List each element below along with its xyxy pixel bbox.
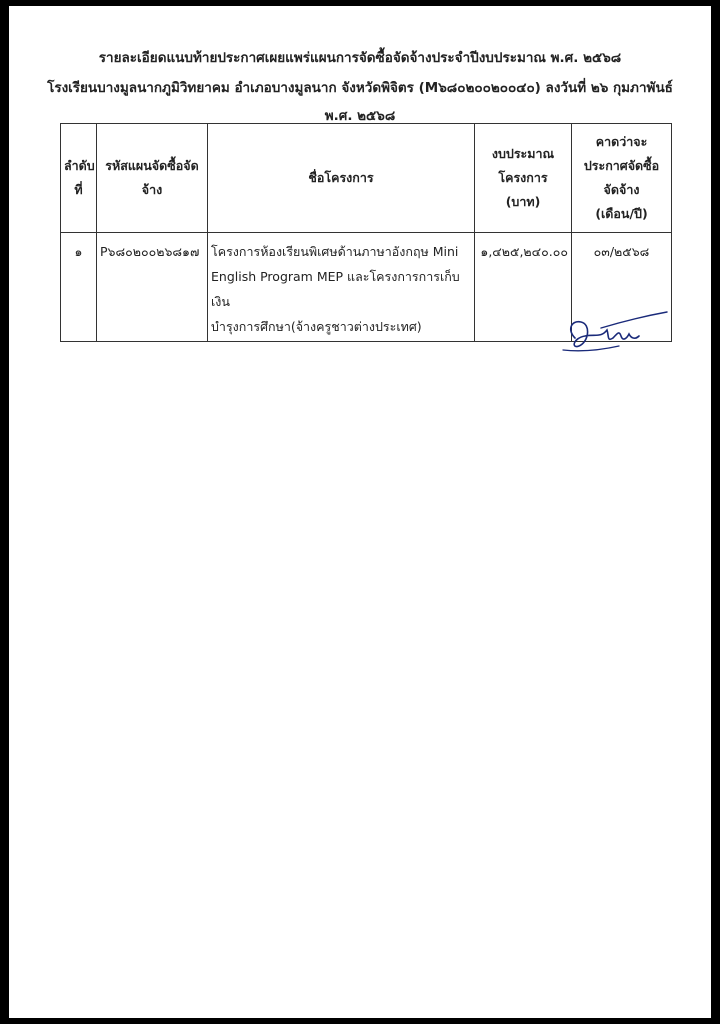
header-code-line: รหัสแผนจัดซื้อจัด: [105, 158, 199, 173]
document-page: [9, 6, 711, 1018]
header-seq-line: ที่: [74, 182, 83, 197]
header-seq: [61, 124, 97, 233]
header-budget-line: (บาท): [505, 194, 541, 209]
cell-plan-code: P๖๘๐๒๐๐๒๖๘๑๗: [97, 233, 208, 342]
header-month-line: คาดว่าจะ: [595, 134, 648, 149]
project-name-line: English Program MEP และโครงการการเก็บเงิน: [211, 269, 460, 309]
signature-mark-icon: [561, 308, 671, 356]
project-name-line: โครงการห้องเรียนพิเศษด้านภาษาอังกฤษ Mini: [211, 244, 459, 259]
cell-expected-month: ๐๓/๒๕๖๘: [572, 233, 672, 342]
header-expected-month: [572, 124, 672, 233]
header-plan-code: [97, 124, 208, 233]
header-budget: [475, 124, 572, 233]
table-header-row: [61, 124, 672, 233]
header-year-line: พ.ศ. ๒๕๖๘: [324, 108, 396, 124]
header-budget-line: งบประมาณ: [491, 146, 555, 161]
header-budget-line: โครงการ: [498, 170, 548, 185]
header-code-line: จ้าง: [141, 182, 163, 197]
cell-seq: ๑: [61, 233, 97, 342]
header-month-line: (เดือน/ปี): [595, 206, 648, 221]
header-month-line: ประกาศจัดซื้อ: [583, 158, 660, 173]
header-project-name: [208, 124, 475, 233]
header-name-line: ชื่อโครงการ: [308, 170, 374, 185]
cell-budget: ๑,๔๒๕,๒๔๐.๐๐: [475, 233, 572, 342]
header-seq-line: ลำดับ: [64, 158, 95, 173]
cell-project-name: [208, 233, 475, 342]
header-school-line: โรงเรียนบางมูลนากภูมิวิทยาคม อำเภอบางมูลนาก จังหวัดพิจิตร (M๖๘๐๒๐๐๒๐๐๔๐) ลงวันที่ ๒๖ กุมภาพันธ์: [47, 80, 673, 96]
header-title: รายละเอียดแนบท้ายประกาศเผยแพร่แผนการจัดซื้อจัดจ้างประจำปีงบประมาณ พ.ศ. ๒๕๖๘: [98, 50, 622, 66]
header-month-line: จัดจ้าง: [603, 182, 640, 197]
project-name-line: บำรุงการศึกษา(จ้างครูชาวต่างประเทศ): [211, 319, 422, 334]
